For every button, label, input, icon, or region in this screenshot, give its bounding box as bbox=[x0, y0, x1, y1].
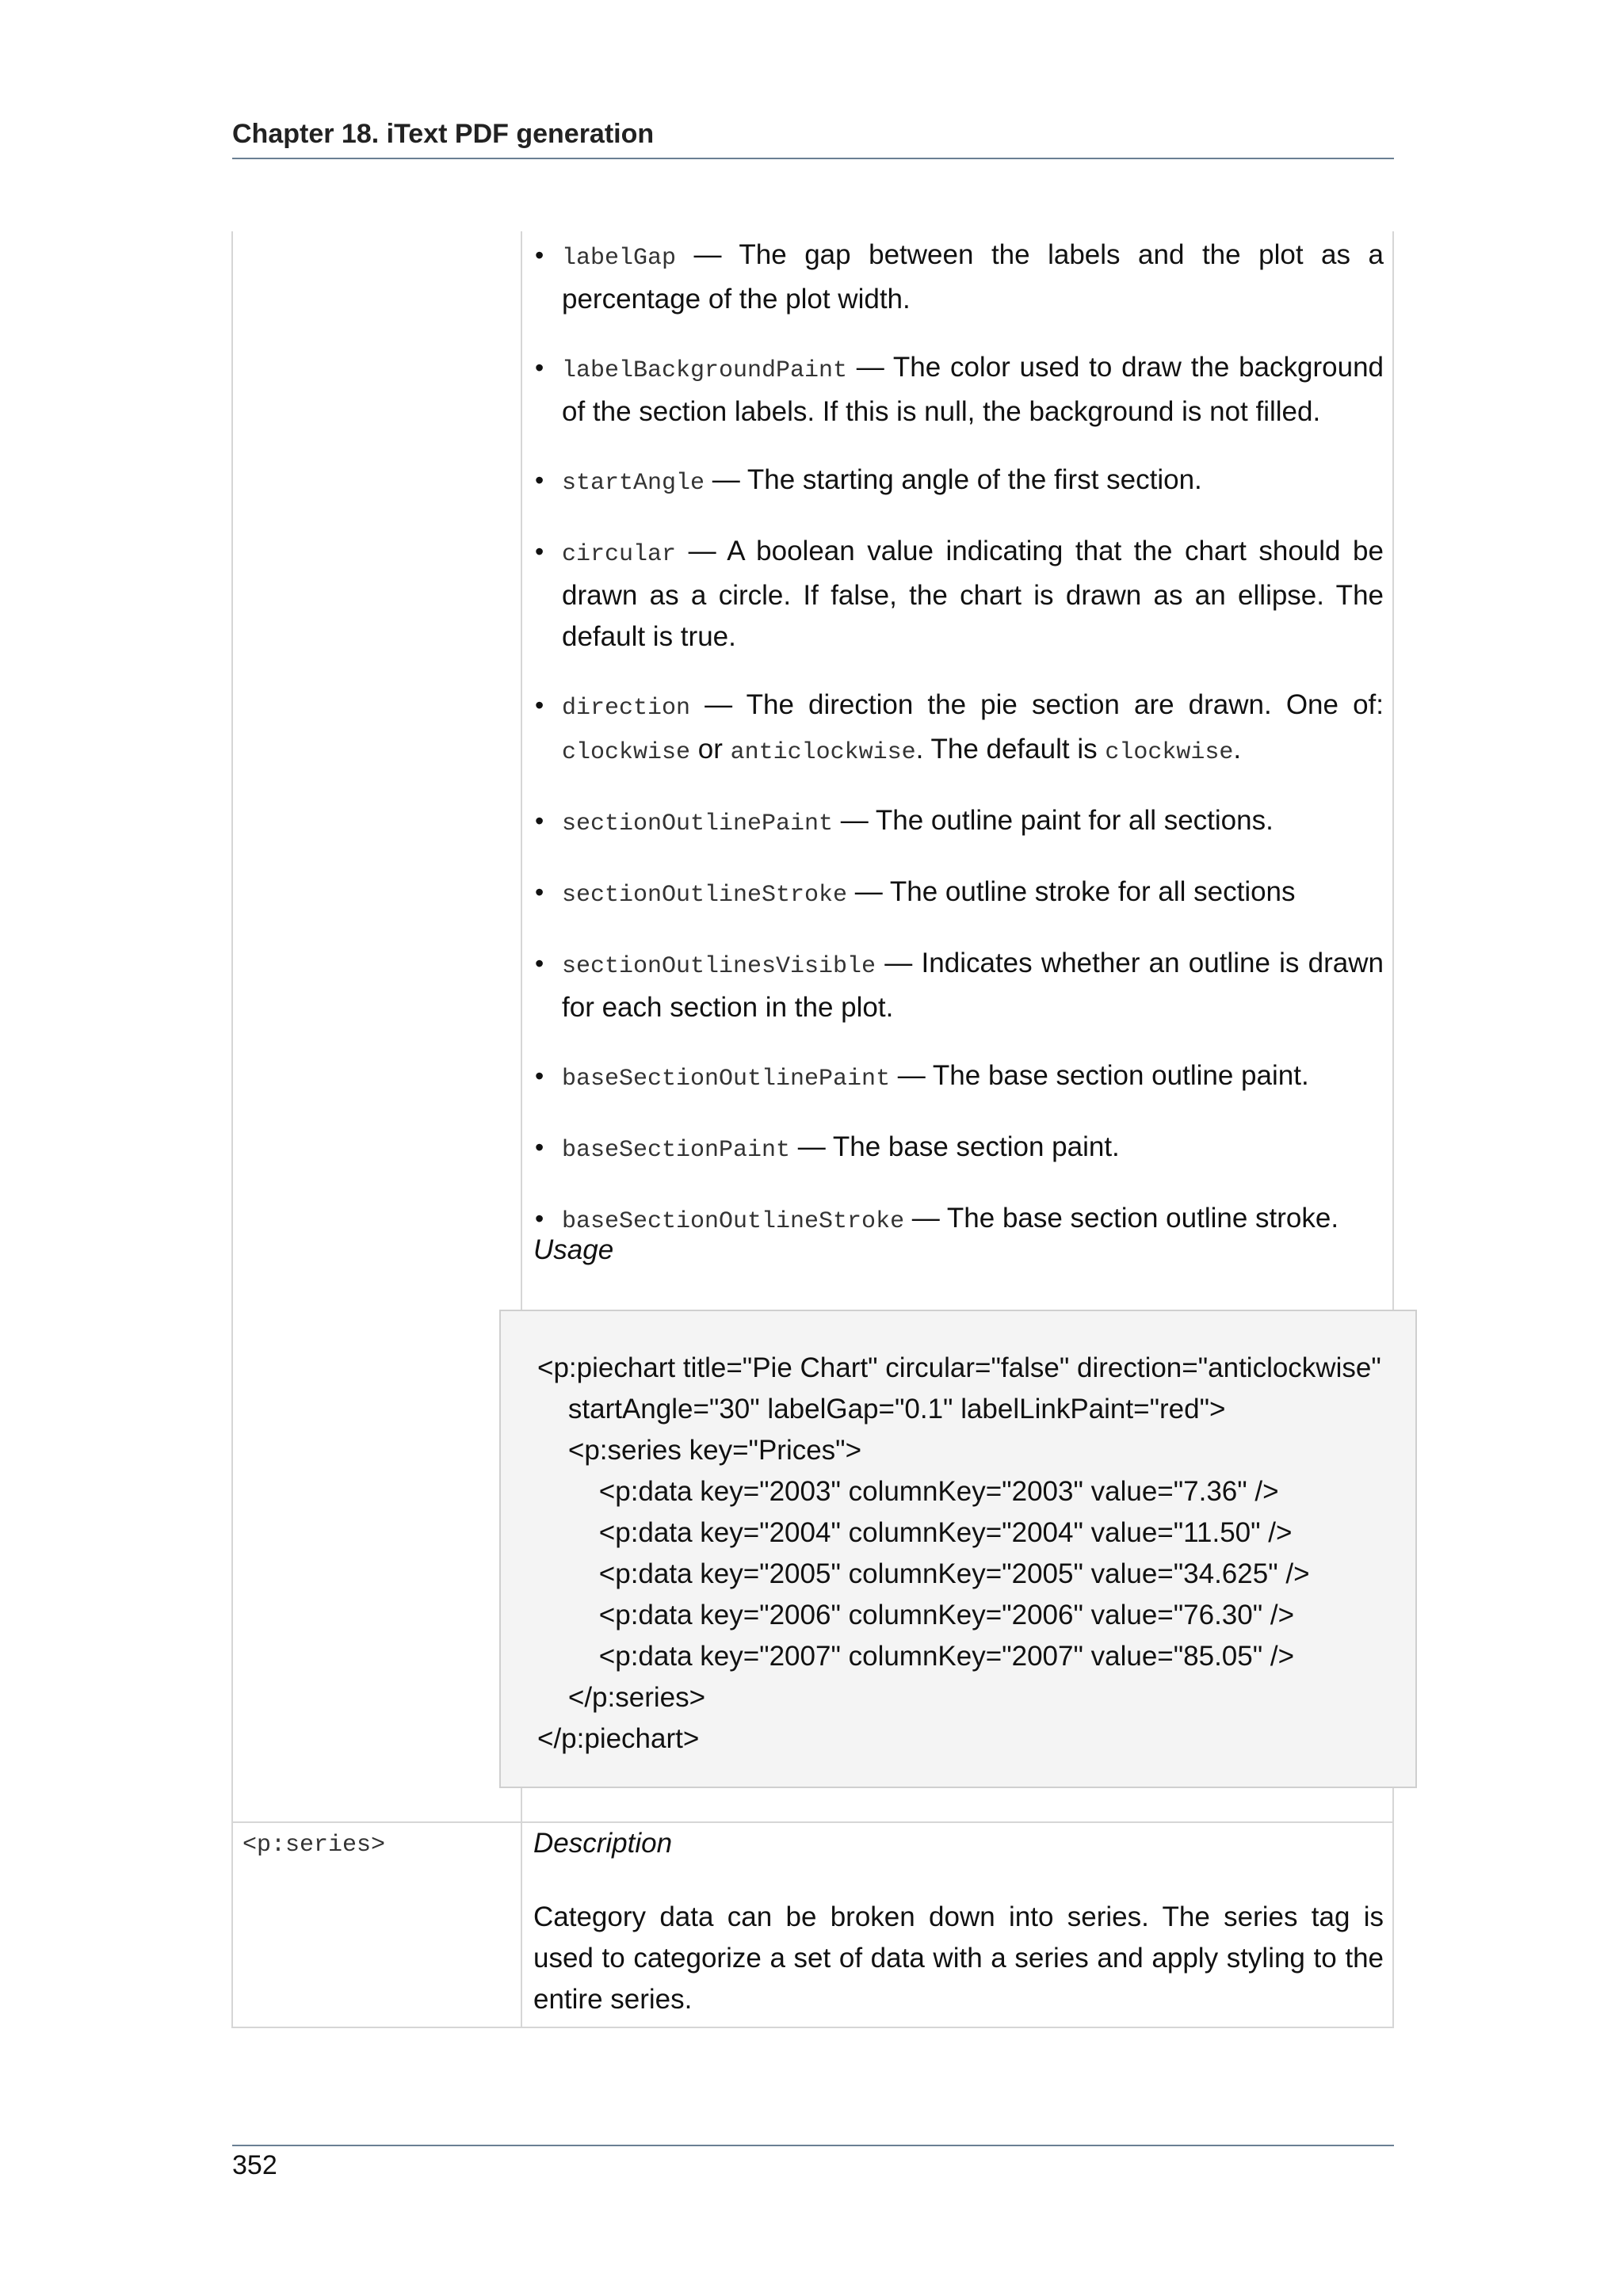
code-line: <p:series key="Prices"> bbox=[537, 1435, 862, 1466]
attribute-description: Indicates whether an outline is drawn for each section in the plot. bbox=[562, 948, 1384, 1023]
list-item bbox=[533, 531, 1384, 658]
table-border-bottom bbox=[231, 2027, 1394, 2028]
separator: — bbox=[690, 689, 747, 720]
list-item bbox=[533, 1055, 1384, 1100]
list-item bbox=[533, 347, 1384, 433]
code-line: <p:data key="2006" columnKey="2006" value="76.30" /> bbox=[537, 1600, 1295, 1630]
attribute-name: sectionOutlinePaint bbox=[562, 810, 834, 837]
bullet-icon: • bbox=[535, 466, 544, 494]
attribute-description: A boolean value indicating that the chart should be drawn as a circle. If false, the chart is drawn as an ellipse. The default is true. bbox=[562, 536, 1384, 652]
header-divider bbox=[232, 158, 1394, 159]
bullet-icon: • bbox=[535, 807, 544, 835]
attribute-name: startAngle bbox=[562, 470, 705, 497]
chapter-title: Chapter 18. iText PDF generation bbox=[232, 119, 655, 149]
bullet-icon: • bbox=[535, 691, 544, 719]
table-row-divider bbox=[231, 1821, 1394, 1823]
attribute-name: sectionOutlineStroke bbox=[562, 882, 848, 909]
attribute-description-default: . The default is bbox=[915, 734, 1106, 765]
attribute-name: direction bbox=[562, 695, 691, 722]
bullet-icon: • bbox=[535, 1204, 544, 1233]
bullet-icon: • bbox=[535, 241, 544, 269]
attribute-description: The direction the pie section are drawn. One of: bbox=[746, 689, 1384, 720]
attribute-description: The outline stroke for all sections bbox=[889, 876, 1296, 907]
separator: — bbox=[790, 1131, 833, 1162]
attribute-description: The starting angle of the first section. bbox=[747, 464, 1202, 495]
attribute-description: The outline paint for all sections. bbox=[875, 805, 1274, 836]
attribute-description: The gap between the labels and the plot as a percentage of the plot width. bbox=[562, 239, 1384, 315]
separator: — bbox=[847, 352, 893, 383]
code-line: startAngle="30" labelGap="0.1" labelLinkPaint="red"> bbox=[537, 1394, 1226, 1425]
attribute-name: circular bbox=[562, 541, 677, 568]
code-line: <p:data key="2003" columnKey="2003" value="7.36" /> bbox=[537, 1476, 1279, 1507]
separator: — bbox=[890, 1060, 933, 1091]
list-item bbox=[533, 685, 1384, 773]
code-line: <p:data key="2004" columnKey="2004" value="11.50" /> bbox=[537, 1517, 1293, 1548]
attribute-description: The base section outline paint. bbox=[932, 1060, 1309, 1091]
conjunction: or bbox=[690, 734, 731, 765]
attribute-name: labelBackgroundPaint bbox=[562, 357, 848, 384]
usage-heading: Usage bbox=[533, 1234, 614, 1265]
separator: — bbox=[833, 805, 876, 836]
description-heading: Description bbox=[533, 1828, 673, 1859]
page-number: 352 bbox=[232, 2150, 277, 2180]
list-item bbox=[533, 871, 1384, 916]
table-border-left bbox=[231, 231, 233, 2028]
code-line: <p:piechart title="Pie Chart" circular="false" direction="anticlockwise" bbox=[537, 1352, 1381, 1383]
list-item bbox=[533, 943, 1384, 1028]
separator: — bbox=[676, 536, 727, 566]
code-line: </p:piechart> bbox=[537, 1723, 700, 1754]
bullet-icon: • bbox=[535, 949, 544, 978]
code-line: </p:series> bbox=[537, 1682, 706, 1713]
bullet-icon: • bbox=[535, 353, 544, 382]
code-line: <p:data key="2007" columnKey="2007" value="85.05" /> bbox=[537, 1641, 1295, 1672]
list-item bbox=[533, 1198, 1384, 1242]
bullet-icon: • bbox=[535, 878, 544, 906]
attribute-description: The base section paint. bbox=[832, 1131, 1120, 1162]
code-line: <p:data key="2005" columnKey="2005" value="34.625" /> bbox=[537, 1558, 1310, 1589]
option-value: clockwise bbox=[562, 739, 691, 766]
attribute-name: baseSectionOutlinePaint bbox=[562, 1066, 891, 1093]
attribute-description: The color used to draw the background of the section labels. If this is null, the background is not filled. bbox=[562, 352, 1384, 427]
attribute-name: labelGap bbox=[562, 245, 677, 272]
list-item bbox=[533, 235, 1384, 320]
attribute-name: baseSectionPaint bbox=[562, 1137, 791, 1164]
attribute-name: sectionOutlinesVisible bbox=[562, 953, 876, 980]
separator: — bbox=[676, 239, 739, 270]
option-value: anticlockwise bbox=[730, 739, 916, 766]
footer-divider bbox=[232, 2145, 1394, 2146]
list-item bbox=[533, 800, 1384, 845]
list-item bbox=[533, 460, 1384, 504]
description-text: Category data can be broken down into series. The series tag is used to categorize a set of data with a series and apply styling to the entire series. bbox=[533, 1901, 1384, 2015]
code-example-box bbox=[499, 1310, 1417, 1788]
tag-name-cell: <p:series> bbox=[242, 1832, 386, 1859]
bullet-icon: • bbox=[535, 537, 544, 566]
sentence-end: . bbox=[1233, 734, 1242, 765]
separator: — bbox=[904, 1203, 947, 1234]
bullet-icon: • bbox=[535, 1062, 544, 1090]
separator: — bbox=[876, 948, 922, 978]
attribute-description: The base section outline stroke. bbox=[946, 1203, 1339, 1234]
attribute-name: baseSectionOutlineStroke bbox=[562, 1208, 905, 1235]
default-value: clockwise bbox=[1105, 739, 1234, 766]
separator: — bbox=[847, 876, 890, 907]
list-item bbox=[533, 1127, 1384, 1171]
bullet-icon: • bbox=[535, 1133, 544, 1161]
attribute-list bbox=[533, 235, 1384, 1269]
separator: — bbox=[705, 464, 747, 495]
